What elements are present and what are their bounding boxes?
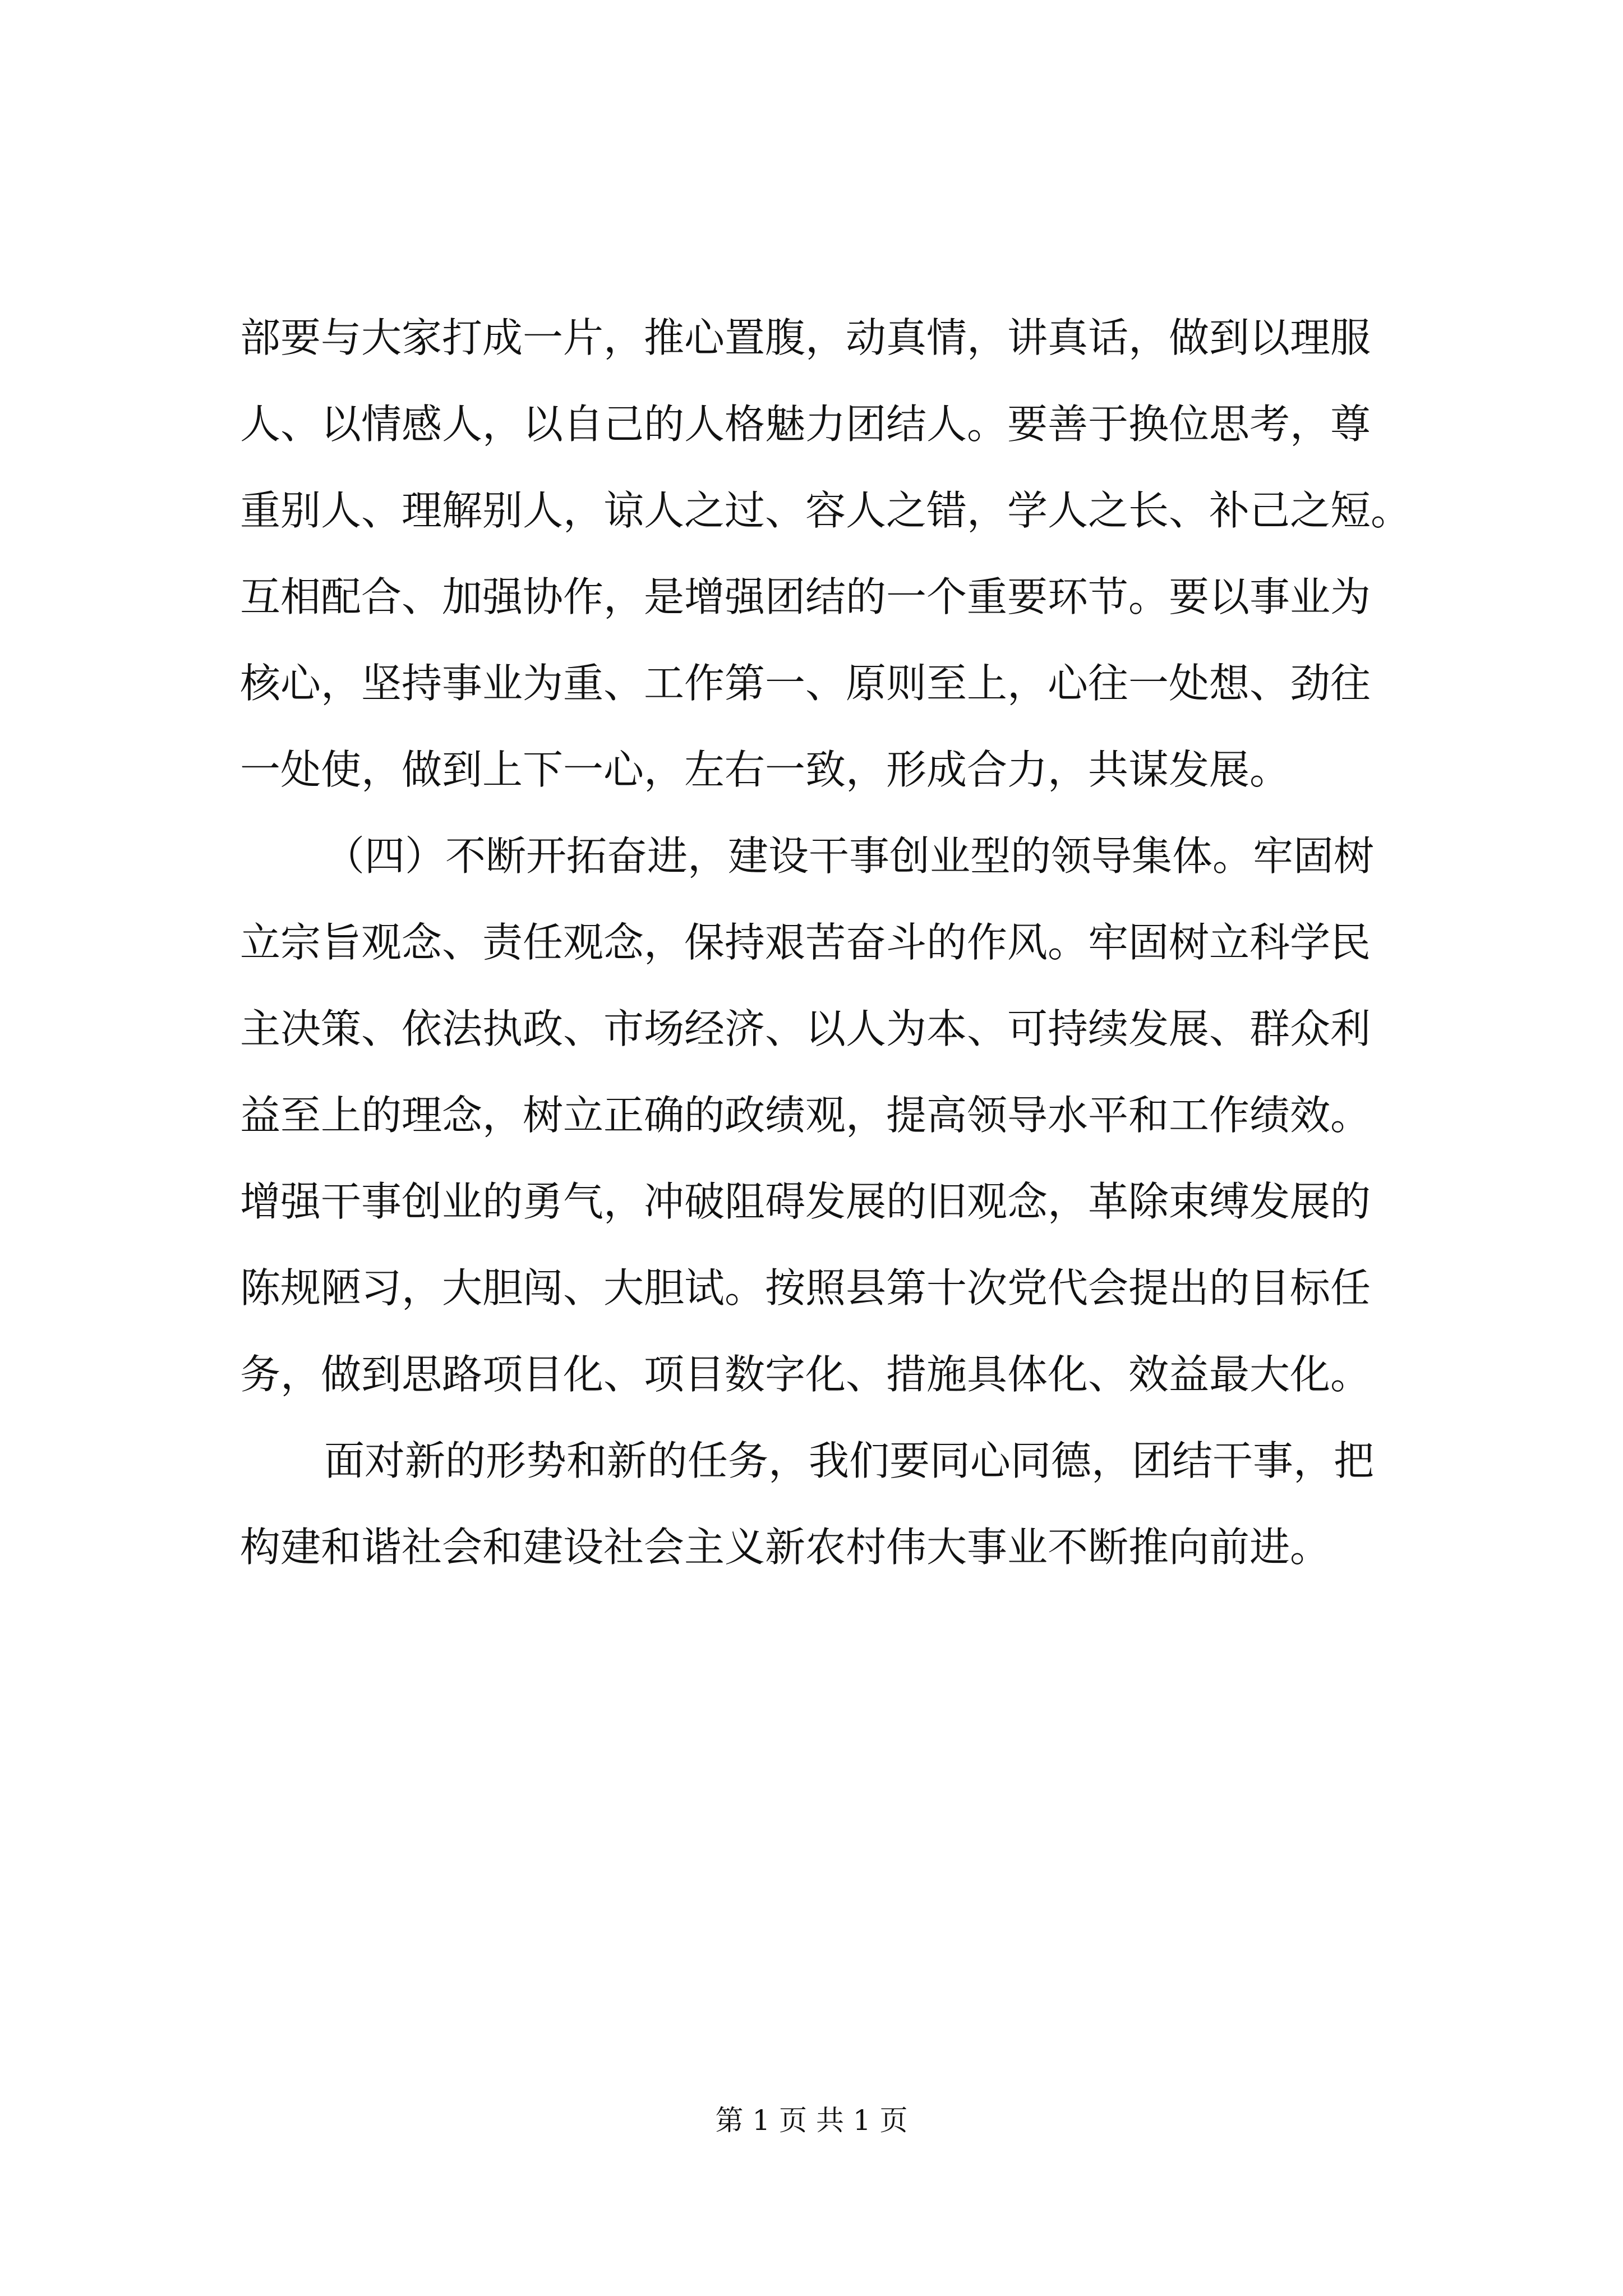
text-line: 构建和谐社会和建设社会主义新农村伟大事业不断推向前进。 xyxy=(240,1524,1331,1571)
page-number-footer: 第 1 页 共 1 页 xyxy=(715,2104,908,2137)
text-line: 一处使，做到上下一心，左右一致，形成合力，共谋发展。 xyxy=(240,746,1290,793)
text-line: 陈规陋习，大胆闯、大胆试。按照县第十次党代会提出的目标任 xyxy=(240,1264,1371,1312)
text-line: 务，做到思路项目化、项目数字化、措施具体化、效益最大化。 xyxy=(240,1351,1371,1398)
text-line: 人、以情感人，以自己的人格魅力团结人。要善于换位思考，尊 xyxy=(240,401,1371,448)
text-line: 主决策、依法执政、市场经济、以人为本、可持续发展、群众利 xyxy=(240,1005,1371,1052)
document-body xyxy=(240,295,1440,1590)
closing-paragraph-line: 面对新的形势和新的任务，我们要同心同德，团结干事，把 xyxy=(324,1437,1375,1484)
text-line: 立宗旨观念、责任观念，保持艰苦奋斗的作风。牢固树立科学民 xyxy=(240,919,1371,966)
text-line: 重别人、理解别人，谅人之过、容人之错，学人之长、补己之短。 xyxy=(240,487,1412,534)
text-line: 增强干事创业的勇气，冲破阻碍发展的旧观念，革除束缚发展的 xyxy=(240,1178,1371,1225)
text-line: 益至上的理念，树立正确的政绩观，提高领导水平和工作绩效。 xyxy=(240,1092,1371,1139)
text-line: 部要与大家打成一片，推心置腹，动真情，讲真话，做到以理服 xyxy=(240,314,1371,361)
paragraph-heading-line: （四）不断开拓奋进，建设干事创业型的领导集体。牢固树 xyxy=(324,832,1375,880)
text-line: 互相配合、加强协作，是增强团结的一个重要环节。要以事业为 xyxy=(240,573,1371,620)
text-line: 核心，坚持事业为重、工作第一、原则至上，心往一处想、劲往 xyxy=(240,660,1371,707)
